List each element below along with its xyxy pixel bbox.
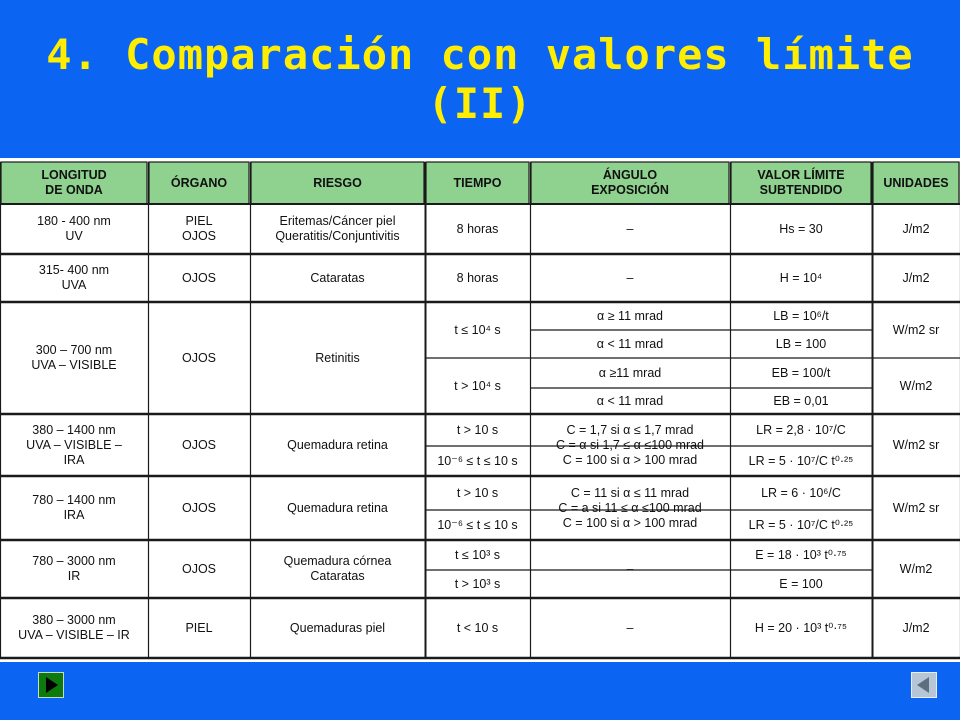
previous-slide-button[interactable] [911,672,937,698]
cell-tiempo [425,379,530,394]
cell-line: C = a si 11 ≤ α ≤100 mrad [558,500,702,515]
cell-organo [148,562,250,577]
cell-riesgo [250,438,425,453]
cell-tiempo [425,423,530,438]
cell-unidades [872,222,960,237]
cell-line: 380 – 1400 nm [32,422,116,437]
cell-line: J/m2 [902,270,930,285]
cell-line: Quemadura retina [287,437,388,452]
cell-line: 315- 400 nm [38,263,110,277]
cell-line: Cataratas [310,270,365,285]
cell-line: 380 – 3000 nm [32,613,116,627]
cell-line: EB = 0,01 [773,393,829,408]
cell-valor-limite [730,577,872,592]
cell-line: H = 20 · 10³ t⁰·⁷⁵ [754,620,848,635]
cell-line: Hs = 30 [779,221,823,236]
cell-line: OJOS [181,437,217,452]
cell-line: α < 11 mrad [596,393,664,408]
cell-line: 8 horas [456,221,499,236]
cell-line: – [626,270,634,285]
cell-line: PIEL [185,620,213,635]
cell-line: OJOS [181,270,217,285]
cell-angulo-exposicion [530,423,730,468]
cell-line: W/m2 sr [892,437,940,452]
play-arrow-icon [39,673,63,697]
cell-line: E = 18 · 10³ t⁰·⁷⁵ [755,547,847,562]
cell-line: LB = 100 [775,336,827,351]
cell-line: EB = 100/t [771,365,831,380]
cell-tiempo [425,271,530,286]
cell-line: UV [65,229,83,243]
cell-line: α ≥11 mrad [598,365,662,380]
cell-line: H = 10⁴ [779,270,823,285]
cell-line: W/m2 sr [892,500,940,515]
cell-line: C = 100 si α > 100 mrad [562,452,698,467]
cell-line: LR = 5 · 10⁷/C t⁰·²⁵ [748,517,854,532]
cell-organo [148,271,250,286]
cell-valor-limite [730,337,872,352]
cell-line: RIESGO [313,175,362,190]
cell-angulo-exposicion [530,394,730,409]
cell-line: – [626,561,634,576]
cell-line: LR = 6 · 10⁶/C [761,485,841,500]
cell-line: Quemadura retina [287,500,388,515]
cell-line: Quemaduras piel [289,620,386,635]
cell-line: SUBTENDIDO [759,183,843,197]
cell-line: C = 100 si α > 100 mrad [562,515,698,530]
cell-line: IR [67,569,81,583]
cell-riesgo [250,621,425,636]
cell-valor-limite [730,454,872,469]
cell-line: Cataratas [310,569,365,583]
cell-line: t > 10⁴ s [454,378,501,393]
cell-longitud-de-onda [0,613,148,643]
cell-tiempo [425,548,530,563]
cell-line: OJOS [181,229,217,243]
cell-riesgo [250,271,425,286]
cell-line: – [626,221,634,236]
cell-riesgo [250,351,425,366]
cell-line: J/m2 [902,221,930,236]
cell-valor-limite [730,486,872,501]
cell-line: ÁNGULO [602,168,658,182]
cell-line: LONGITUD [41,168,107,182]
cell-angulo-exposicion [530,222,730,237]
cell-valor-limite [730,309,872,324]
cell-angulo-exposicion [530,309,730,324]
cell-line: – [626,620,634,635]
cell-valor-limite [730,366,872,381]
cell-angulo-exposicion [530,621,730,636]
cell-valor-limite [730,222,872,237]
cell-line: LR = 5 · 10⁷/C t⁰·²⁵ [748,453,854,468]
cell-line: 780 – 1400 nm [32,493,116,507]
cell-line: TIEMPO [453,175,502,190]
cell-line: W/m2 [899,378,933,393]
cell-line: OJOS [181,561,217,576]
cell-line: OJOS [181,500,217,515]
cell-organo [148,438,250,453]
cell-line: Quemadura córnea [283,554,392,568]
cell-angulo-exposicion [530,486,730,531]
cell-tiempo [425,486,530,501]
cell-organo [148,351,250,366]
cell-longitud-de-onda [0,554,148,584]
cell-line: 10⁻⁶ ≤ t ≤ 10 s [437,453,518,468]
cell-valor-limite [730,518,872,533]
cell-line: IRA [63,508,85,522]
header-riesgo [250,176,425,191]
cell-longitud-de-onda [0,214,148,244]
cell-line: UVA [61,278,87,292]
cell-valor-limite [730,423,872,438]
cell-valor-limite [730,271,872,286]
cell-line: UVA – VISIBLE – IR [18,628,130,642]
cell-unidades [872,323,960,338]
header-organo [148,176,250,191]
cell-line: OJOS [181,350,217,365]
cell-line: t > 10 s [456,485,499,500]
cell-tiempo [425,222,530,237]
cell-line: C = 11 si α ≤ 11 mrad [570,485,690,500]
header-unidades [872,176,960,191]
cell-longitud-de-onda [0,423,148,468]
cell-organo [148,501,250,516]
cell-valor-limite [730,394,872,409]
cell-line: W/m2 sr [892,322,940,337]
cell-line: UVA – VISIBLE – [26,437,122,452]
cell-line: EXPOSICIÓN [591,183,669,197]
cell-riesgo [250,554,425,584]
cell-line: α < 11 mrad [596,336,664,351]
cell-line: LR = 2,8 · 10⁷/C [756,422,846,437]
cell-line: ÓRGANO [170,175,228,190]
cell-tiempo [425,621,530,636]
cell-line: Queratitis/Conjuntivitis [275,229,400,243]
cell-line: Retinitis [315,350,360,365]
next-slide-button[interactable] [38,672,64,698]
cell-line: J/m2 [902,620,930,635]
header-tiempo [425,176,530,191]
back-arrow-icon [912,673,936,697]
cell-line: VALOR LÍMITE [757,168,845,182]
cell-line: UNIDADES [883,175,949,190]
cell-tiempo [425,518,530,533]
cell-line: E = 100 [779,576,823,591]
cell-riesgo [250,501,425,516]
cell-line: LB = 10⁶/t [773,308,829,323]
cell-line: t > 10 s [456,422,499,437]
cell-unidades [872,271,960,286]
cell-line: t ≤ 10⁴ s [454,322,501,337]
cell-line: C = α si 1,7 ≤ α ≤100 mrad [555,437,705,452]
cell-tiempo [425,323,530,338]
cell-longitud-de-onda [0,343,148,373]
cell-line: 780 – 3000 nm [32,554,116,568]
cell-riesgo [250,214,425,244]
cell-unidades [872,438,960,453]
cell-valor-limite [730,621,872,636]
cell-longitud-de-onda [0,263,148,293]
cell-line: W/m2 [899,561,933,576]
cell-line: UVA – VISIBLE [31,358,117,372]
cell-line: PIEL [185,214,213,228]
cell-line: 8 horas [456,270,499,285]
cell-unidades [872,501,960,516]
slide-title: 4. Comparación con valores límite (II) [46,30,914,128]
cell-unidades [872,621,960,636]
cell-line: DE ONDA [45,183,103,197]
cell-line: IRA [63,452,85,467]
cell-line: 300 – 700 nm [35,343,113,357]
cell-angulo-exposicion [530,562,730,577]
cell-organo [148,621,250,636]
cell-tiempo [425,577,530,592]
cell-line: C = 1,7 si α ≤ 1,7 mrad [566,422,694,437]
header-longitud [0,168,148,198]
cell-line: 10⁻⁶ ≤ t ≤ 10 s [437,517,518,532]
cell-angulo-exposicion [530,366,730,381]
cell-line: α ≥ 11 mrad [597,308,663,323]
cell-unidades [872,379,960,394]
cell-angulo-exposicion [530,337,730,352]
cell-unidades [872,562,960,577]
cell-angulo-exposicion [530,271,730,286]
cell-valor-limite [730,548,872,563]
header-angulo [530,168,730,198]
header-valor [730,168,872,198]
cell-line: Eritemas/Cáncer piel [279,214,396,228]
cell-organo [148,214,250,244]
cell-longitud-de-onda [0,493,148,523]
cell-line: 180 - 400 nm [37,214,111,228]
cell-line: t > 10³ s [454,576,501,591]
cell-line: t ≤ 10³ s [454,547,501,562]
cell-line: t < 10 s [456,620,499,635]
limit-values-table [0,158,960,662]
cell-tiempo [425,454,530,469]
